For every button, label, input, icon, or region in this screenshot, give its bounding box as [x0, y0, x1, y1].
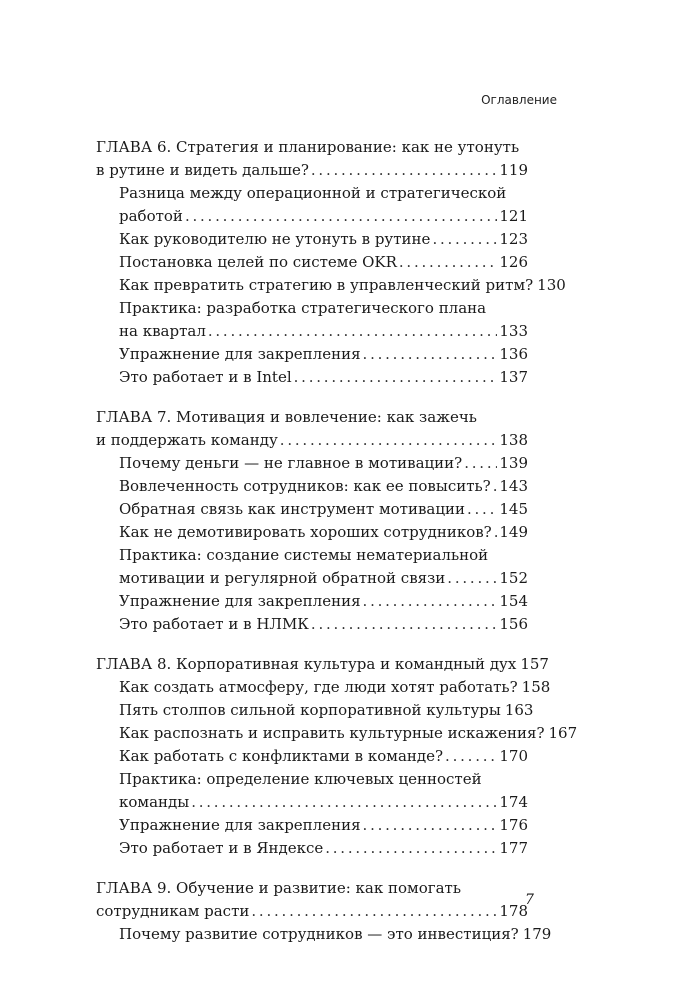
- section-title-text: Упражнение для закрепления: [119, 592, 361, 610]
- chapter-line: [96, 406, 528, 429]
- section-page-number: 163: [504, 701, 534, 719]
- section-line: [96, 228, 528, 251]
- section-item: [96, 343, 528, 366]
- section-item: [96, 274, 566, 297]
- section-item: [96, 745, 528, 768]
- dot-leader: [445, 745, 497, 768]
- section-page-number: 133: [499, 322, 528, 340]
- section-title-text: Почему развитие сотрудников — это инвестиция?: [119, 925, 519, 943]
- section-title-text: Обратная связь как инструмент мотивации: [119, 500, 465, 518]
- section-page-number: 152: [499, 569, 528, 587]
- section-line: [96, 567, 528, 590]
- section-title-text: команды: [119, 793, 190, 811]
- section-line: [96, 923, 552, 946]
- section-page-number: 174: [499, 793, 528, 811]
- section-page-number: 121: [499, 207, 528, 225]
- dot-leader: [185, 205, 497, 228]
- section-line: [96, 475, 528, 498]
- chapter-page-number: 119: [499, 161, 528, 179]
- section-page-number: 149: [499, 523, 528, 541]
- section-page-number: 145: [499, 500, 528, 518]
- section-item: [96, 452, 528, 475]
- chapter-block: [96, 653, 578, 860]
- section-list: [96, 182, 566, 389]
- section-line: [96, 366, 528, 389]
- section-item: [96, 676, 551, 699]
- section-item: [96, 837, 528, 860]
- section-page-number: 170: [499, 747, 528, 765]
- section-item: [96, 923, 552, 946]
- section-title-text: Почему деньги — не главное в мотивации?: [119, 454, 463, 472]
- section-line: [96, 745, 528, 768]
- section-list: [96, 923, 552, 946]
- section-page-number: 179: [522, 925, 552, 943]
- section-line: [96, 343, 528, 366]
- chapter-title-text: ГЛАВА 6. Стратегия и планирование: как не утонуть: [96, 138, 520, 156]
- chapter-line: [96, 159, 528, 182]
- section-page-number: 177: [499, 839, 528, 857]
- chapter-page-number: 178: [499, 902, 528, 920]
- dot-leader: [493, 475, 498, 498]
- section-line: [96, 498, 528, 521]
- section-title-text: Как распознать и исправить культурные искажения?: [119, 724, 545, 742]
- table-of-contents: [96, 136, 578, 963]
- section-list: [96, 676, 578, 860]
- section-line: [96, 521, 528, 544]
- chapter-title-text: и поддержать команду: [96, 431, 278, 449]
- section-title-text: Практика: создание системы нематериальной: [119, 546, 489, 564]
- chapter-block: [96, 406, 528, 636]
- chapter-block: [96, 136, 566, 389]
- section-line: [96, 590, 528, 613]
- section-item: [96, 544, 528, 590]
- dot-leader: [432, 228, 497, 251]
- chapter-title-text: в рутине и видеть дальше?: [96, 161, 309, 179]
- section-line: [96, 722, 578, 745]
- section-line: [96, 699, 534, 722]
- section-title-text: Вовлеченность сотрудников: как ее повысить?: [119, 477, 491, 495]
- section-line: [96, 182, 528, 205]
- dot-leader: [294, 366, 498, 389]
- section-page-number: 167: [548, 724, 578, 742]
- dot-leader: [447, 567, 497, 590]
- section-line: [96, 452, 528, 475]
- dot-leader: [191, 791, 497, 814]
- chapter-title-text: сотрудникам расти: [96, 902, 250, 920]
- section-title-text: Практика: определение ключевых ценностей: [119, 770, 482, 788]
- section-title-text: Пять столпов сильной корпоративной культуры: [119, 701, 501, 719]
- chapter-line: [96, 877, 528, 900]
- section-title-text: Разница между операционной и стратегической: [119, 184, 507, 202]
- section-item: [96, 521, 528, 544]
- section-title-text: Упражнение для закрепления: [119, 345, 361, 363]
- dot-leader: [325, 837, 497, 860]
- section-item: [96, 475, 528, 498]
- section-page-number: 156: [499, 615, 528, 633]
- section-line: [96, 814, 528, 837]
- chapter-title-text: ГЛАВА 8. Корпоративная культура и командный дух: [96, 655, 517, 673]
- chapter-page-number: 138: [499, 431, 528, 449]
- chapter-block: [96, 877, 552, 946]
- dot-leader: [494, 521, 498, 544]
- section-line: [96, 676, 551, 699]
- section-line: [96, 251, 528, 274]
- dot-leader: [467, 498, 497, 521]
- section-title-text: Как работать с конфликтами в команде?: [119, 747, 444, 765]
- dot-leader: [363, 590, 498, 613]
- section-title-text: Это работает и в Яндексе: [119, 839, 324, 857]
- chapter-line: [96, 136, 528, 159]
- section-item: [96, 814, 528, 837]
- section-title-text: Это работает и в Intel: [119, 368, 292, 386]
- chapter-title-text: ГЛАВА 9. Обучение и развитие: как помогать: [96, 879, 462, 897]
- section-title-text: Как превратить стратегию в управленческий ритм?: [119, 276, 534, 294]
- section-item: [96, 366, 528, 389]
- section-item: [96, 498, 528, 521]
- section-page-number: 126: [499, 253, 528, 271]
- section-item: [96, 768, 528, 814]
- chapter-line: [96, 900, 528, 923]
- section-page-number: 158: [521, 678, 551, 696]
- section-title-text: Как не демотивировать хороших сотрудников?: [119, 523, 492, 541]
- section-item: [96, 613, 528, 636]
- running-head: Оглавление: [481, 93, 557, 107]
- section-page-number: 137: [499, 368, 528, 386]
- section-page-number: 139: [499, 454, 528, 472]
- section-item: [96, 228, 528, 251]
- section-page-number: 154: [499, 592, 528, 610]
- section-item: [96, 297, 528, 343]
- chapter-line: [96, 653, 549, 676]
- section-title-text: Практика: разработка стратегического плана: [119, 299, 487, 317]
- section-line: [96, 837, 528, 860]
- dot-leader: [280, 429, 498, 452]
- page-number: 7: [525, 892, 534, 908]
- section-title-text: Упражнение для закрепления: [119, 816, 361, 834]
- section-item: [96, 590, 528, 613]
- section-title-text: на квартал: [119, 322, 206, 340]
- section-item: [96, 722, 578, 745]
- section-line: [96, 791, 528, 814]
- section-line: [96, 274, 566, 297]
- section-line: [96, 613, 528, 636]
- section-title-text: Это работает и в НЛМК: [119, 615, 309, 633]
- dot-leader: [311, 613, 497, 636]
- dot-leader: [311, 159, 497, 182]
- dot-leader: [363, 343, 498, 366]
- section-page-number: 123: [499, 230, 528, 248]
- dot-leader: [399, 251, 497, 274]
- section-list: [96, 452, 528, 636]
- section-line: [96, 320, 528, 343]
- section-page-number: 176: [499, 816, 528, 834]
- section-line: [96, 297, 528, 320]
- section-title-text: Постановка целей по системе OKR: [119, 253, 397, 271]
- dot-leader: [251, 900, 497, 923]
- section-line: [96, 768, 528, 791]
- section-item: [96, 699, 534, 722]
- section-page-number: 136: [499, 345, 528, 363]
- dot-leader: [208, 320, 498, 343]
- section-title-text: работой: [119, 207, 183, 225]
- section-item: [96, 182, 528, 228]
- section-title-text: Как руководителю не утонуть в рутине: [119, 230, 431, 248]
- dot-leader: [363, 814, 498, 837]
- section-item: [96, 251, 528, 274]
- section-line: [96, 544, 528, 567]
- chapter-page-number: 157: [520, 655, 549, 673]
- section-line: [96, 205, 528, 228]
- section-page-number: 130: [537, 276, 566, 294]
- section-title-text: мотивации и регулярной обратной связи: [119, 569, 446, 587]
- dot-leader: [464, 452, 497, 475]
- chapter-title-text: ГЛАВА 7. Мотивация и вовлечение: как зажечь: [96, 408, 477, 426]
- section-page-number: 143: [499, 477, 528, 495]
- chapter-line: [96, 429, 528, 452]
- section-title-text: Как создать атмосферу, где люди хотят работать?: [119, 678, 518, 696]
